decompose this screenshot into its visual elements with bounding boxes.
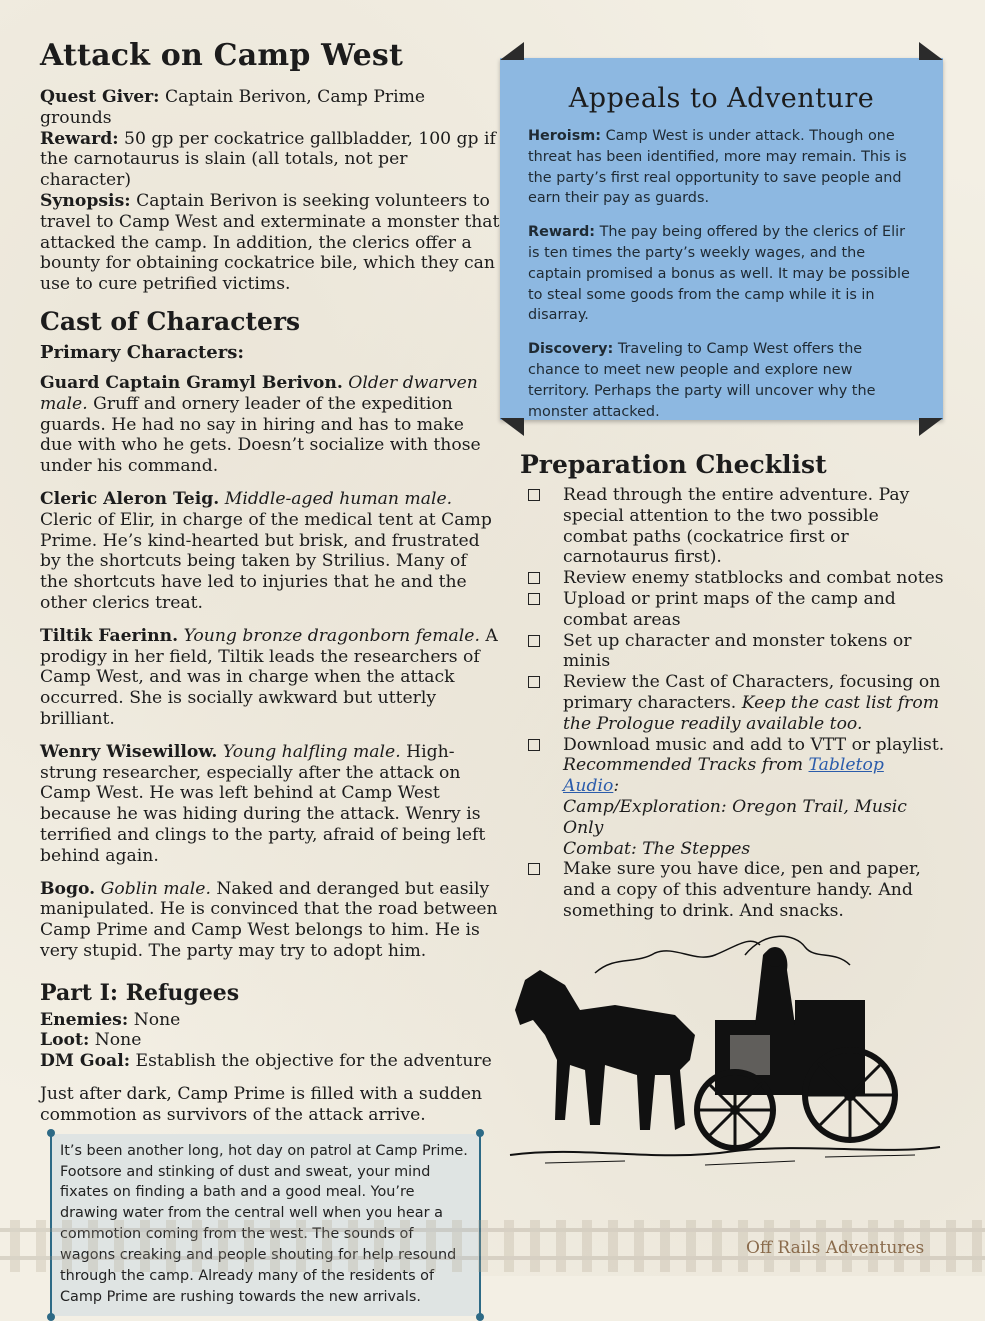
- rail-tie: [192, 1220, 202, 1272]
- corner-dot: [476, 1313, 484, 1321]
- part1-intro: Just after dark, Camp Prime is filled with a sudden commotion as survivors of the attack arrive.: [40, 1084, 483, 1125]
- checklist-text: Read through the entire adventure. Pay special attention to the two possible combat paths (cockatrice first or carnotaurus first).: [563, 485, 910, 568]
- checklist-text: Set up character and monster tokens or minis: [563, 630, 912, 672]
- checklist-text: Upload or print maps of the camp and combat areas: [563, 588, 896, 630]
- rail-tie: [166, 1220, 176, 1272]
- rail-tie: [62, 1220, 72, 1272]
- reward-text: 50 gp per cockatrice gallbladder, 100 gp if the carnotaurus is slain (all totals, not per character): [40, 128, 496, 191]
- track-exploration: Camp/Exploration: Oregon Trail, Music Only: [563, 796, 907, 838]
- horse-wagon-illustration: [505, 925, 945, 1175]
- rail-tie: [946, 1220, 956, 1272]
- enemies-value: None: [133, 1009, 181, 1030]
- appeal-label: Discovery:: [528, 341, 614, 358]
- checkbox-icon[interactable]: [528, 863, 540, 875]
- rail-tie: [374, 1220, 384, 1272]
- rail-tie: [322, 1220, 332, 1272]
- rail-tie: [10, 1220, 20, 1272]
- checklist-item: [520, 735, 945, 860]
- character-desc: Young bronze dragonborn female.: [183, 625, 480, 646]
- part1-info: [40, 1010, 500, 1072]
- rail-tie: [634, 1220, 644, 1272]
- character-name: Wenry Wisewillow.: [40, 741, 218, 762]
- character-text: Naked and deranged but easily manipulated. He is convinced that the road between Camp Prime and Camp West belongs to him. He is very stupid. The party may try to adopt him.: [40, 878, 498, 961]
- character-entry: [40, 373, 500, 477]
- rail-tie: [218, 1220, 228, 1272]
- checkbox-icon[interactable]: [528, 572, 540, 584]
- appeal-text: Camp West is under attack. Though one threat has been identified, more may remain. This is the party’s first real opportunity to save people and earn their pay as guards.: [528, 128, 907, 207]
- left-column: [40, 38, 500, 1316]
- appeal-label: Heroism:: [528, 128, 602, 144]
- checklist-item: [520, 485, 945, 568]
- footer-brand: Off Rails Adventures: [746, 1238, 925, 1258]
- checklist-text: Review the Cast of Characters, focusing on primary characters.: [563, 672, 941, 713]
- rail-tie: [400, 1220, 410, 1272]
- checklist-text: Review enemy statblocks and combat notes: [563, 568, 944, 589]
- rail-tie: [426, 1220, 436, 1272]
- tabletop-audio-link[interactable]: Tabletop Audio: [563, 755, 884, 797]
- character-entry: [40, 879, 500, 962]
- checklist-text: Download music and add to VTT or playlist.: [563, 734, 945, 755]
- appeal-item: [528, 339, 913, 422]
- reward-label: Reward:: [40, 128, 119, 149]
- checklist-heading: Preparation Checklist: [520, 450, 827, 479]
- banner-fold-icon: [919, 42, 943, 60]
- read-aloud-text: It’s been another long, hot day on patrol at Camp Prime. Footsore and stinking of dust and sweat, your mind fixates on finding a bath and a good meal. You’re drawing water from the central well when you hear a commotion coming from the west. The sounds of wagons creaking and people shouting for help resound through the camp. Already many of the residents of Camp Prime are rushing towards the new arrivals.: [60, 1142, 468, 1306]
- checklist-item: [520, 568, 945, 589]
- rail-tie: [296, 1220, 306, 1272]
- rail-tie: [608, 1220, 618, 1272]
- checklist-note: Recommended Tracks from: [563, 755, 809, 776]
- right-column: [500, 46, 945, 922]
- character-text: A prodigy in her field, Tiltik leads the researchers of Camp West, and was in charge when the attack occurred. She is socially awkward but utterly brilliant.: [40, 625, 498, 729]
- rail-tie: [114, 1220, 124, 1272]
- track-combat: Combat: The Steppes: [563, 838, 751, 859]
- checklist-note: Keep the cast list from the Prologue readily available too.: [563, 692, 940, 734]
- character-name: Bogo.: [40, 878, 96, 899]
- character-text: Gruff and ornery leader of the expedition guards. He had no say in hiring and has to make due with who he gets. Doesn’t socialize with those under his command.: [40, 393, 481, 477]
- quest-info: [40, 87, 500, 295]
- appeal-text: Traveling to Camp West offers the chance to meet new people and explore new territory. Perhaps the party will uncover why the monster attacked.: [528, 341, 876, 420]
- corner-dot: [476, 1129, 484, 1137]
- character-entry: [40, 742, 500, 867]
- cast-heading: Cast of Characters: [40, 306, 301, 336]
- checkbox-icon[interactable]: [528, 593, 540, 605]
- appeal-label: Reward:: [528, 224, 595, 241]
- rail-tie: [36, 1220, 46, 1272]
- checklist-note: :: [613, 776, 620, 797]
- character-text: High-strung researcher, especially after the attack on Camp West. He was left behind at Camp West because he was hiding during the attack. Wenry is terrified and clings to the party, afraid of being left behind again.: [40, 741, 486, 866]
- rail-tie: [478, 1220, 488, 1272]
- rail-tie: [972, 1220, 982, 1272]
- rail-tie: [582, 1220, 592, 1272]
- rail-tie: [504, 1220, 514, 1272]
- character-name: Guard Captain Gramyl Berivon.: [40, 372, 343, 393]
- rail-tie: [452, 1220, 462, 1272]
- checkbox-icon[interactable]: [528, 676, 540, 688]
- dm-goal-label: DM Goal:: [40, 1051, 131, 1072]
- checkbox-icon[interactable]: [528, 489, 540, 501]
- quest-giver: Captain Berivon, Camp Prime grounds: [40, 87, 426, 128]
- rail-tie: [348, 1220, 358, 1272]
- checkbox-icon[interactable]: [528, 739, 540, 751]
- rail-tie: [530, 1220, 540, 1272]
- corner-dot: [47, 1313, 55, 1321]
- primary-characters-heading: Primary Characters:: [40, 341, 244, 363]
- rail-tie: [88, 1220, 98, 1272]
- character-name: Cleric Aleron Teig.: [40, 488, 220, 509]
- rail-tie: [686, 1220, 696, 1272]
- character-desc: Young halfling male.: [222, 741, 401, 762]
- character-desc: Older dwarven male.: [40, 372, 478, 414]
- appeal-item: [528, 222, 913, 326]
- part1-heading: Part I: Refugees: [40, 979, 240, 1006]
- character-name: Tiltik Faerinn.: [40, 625, 179, 646]
- quest-giver-label: Quest Giver:: [40, 87, 160, 107]
- banner-fold-icon: [500, 418, 524, 436]
- checklist-item: [520, 631, 945, 673]
- rail-tie: [556, 1220, 566, 1272]
- checklist: [520, 485, 945, 922]
- checklist-item: [520, 589, 945, 631]
- character-entry: [40, 489, 500, 614]
- character-entry: [40, 626, 500, 730]
- banner-fold-icon: [500, 42, 524, 60]
- dm-goal-value: Establish the objective for the adventure: [135, 1051, 492, 1072]
- checklist-item: [520, 672, 945, 734]
- appeal-item: [528, 126, 913, 209]
- checklist-item: [520, 859, 945, 921]
- appeals-heading: Appeals to Adventure: [568, 83, 875, 114]
- rail-tie: [140, 1220, 150, 1272]
- enemies-label: Enemies:: [40, 1009, 129, 1030]
- rail-tie: [660, 1220, 670, 1272]
- rail-tie: [712, 1220, 722, 1272]
- rail-tie: [270, 1220, 280, 1272]
- checklist-text: Make sure you have dice, pen and paper, and a copy of this adventure handy. And something to drink. And snacks.: [563, 859, 921, 921]
- rail-tie: [244, 1220, 254, 1272]
- character-desc: Middle-aged human male.: [224, 488, 453, 509]
- loot-value: None: [94, 1030, 142, 1051]
- page-title: Attack on Camp West: [40, 38, 404, 73]
- appeals-box: [500, 58, 943, 420]
- character-desc: Goblin male.: [100, 878, 211, 899]
- loot-label: Loot:: [40, 1030, 90, 1051]
- banner-fold-icon: [919, 418, 943, 436]
- character-text: Cleric of Elir, in charge of the medical tent at Camp Prime. He’s kind-hearted but brisk, and frustrated by the shortcuts being taken by Strilius. Many of the shortcuts have led to injuries that he and the other clerics treat.: [40, 509, 492, 613]
- corner-dot: [47, 1129, 55, 1137]
- synopsis-label: Synopsis:: [40, 190, 131, 211]
- checkbox-icon[interactable]: [528, 635, 540, 647]
- synopsis-text: Captain Berivon is seeking volunteers to travel to Camp West and exterminate a monster that attacked the camp. In addition, the clerics offer a bounty for obtaining cockatrice bile, which they can use to cure petrified victims.: [40, 190, 500, 295]
- appeal-text: The pay being offered by the clerics of Elir is ten times the party’s weekly wages, and the captain promised a bonus as well. It may be possible to steal some goods from the camp while it is in disarray.: [528, 224, 910, 324]
